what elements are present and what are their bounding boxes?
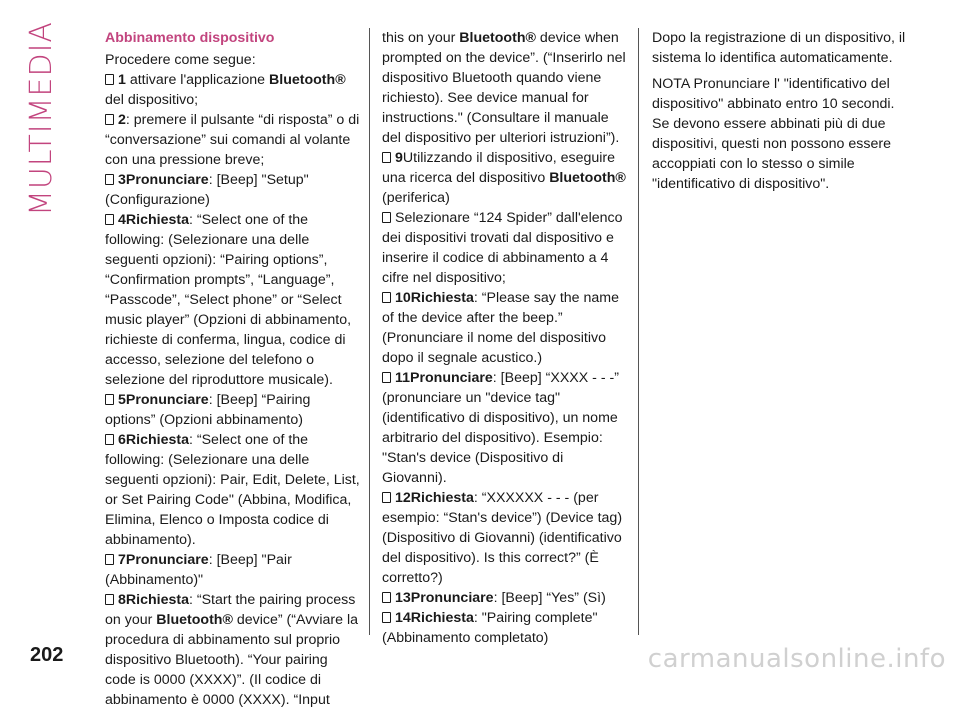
- device-tag-note: NOTA Pronunciare l' "identificativo del dispositivo" abbinato entro 10 secondi. Se devono essere abbinati più di due dispositivi, questi non possono essere accoppiati con lo stesso o simile "identificativo di dispositivo".: [652, 76, 895, 192]
- step-4: 4Richiesta: “Select one of the following: (Selezionare una delle seguenti opzioni): “Pairing options”, “Confirmation prompts”, “Language”, “Passcode”, “Select phone” or “Select music player” (Opzioni di abbinamento, richieste di conferma, lingua, codice di accesso, selezione del telefono o selezione del riproduttore musicale).: [105, 212, 352, 388]
- registration-note: Dopo la registrazione di un dispositivo, il sistema lo identifica automaticamente.: [652, 30, 906, 66]
- step-3: 3Pronunciare: [Beep] "Setup" (Configurazione): [105, 172, 309, 208]
- step-11: 11Pronunciare: [Beep] “XXXX - - -” (pronunciare un "device tag" (identificativo di dispositivo), un nome arbitrario del dispositivo). Esempio: "Stan's device (Dispositivo di Giovanni).: [382, 370, 619, 486]
- checkbox-icon: [382, 292, 391, 303]
- step-9: 9Utilizzando il dispositivo, eseguire una ricerca del dispositivo Bluetooth® (periferica): [382, 150, 626, 206]
- checkbox-icon: [382, 592, 391, 603]
- step-5: 5Pronunciare: [Beep] “Pairing options” (Opzioni abbinamento): [105, 392, 311, 428]
- checkbox-icon: [382, 152, 391, 163]
- section-side-label: MULTIMEDIA: [23, 20, 59, 216]
- checkbox-icon: [105, 434, 114, 445]
- watermark: carmanualsonline.info: [647, 644, 946, 674]
- text-column-2: [382, 28, 627, 648]
- text-column-3: [652, 28, 907, 194]
- section-heading: Abbinamento dispositivo: [105, 30, 275, 46]
- step-6: 6Richiesta: “Select one of the following: (Selezionare una delle seguenti opzioni): Pair, Edit, Delete, List, or Set Pairing Code" (Abbina, Modifica, Elimina, Elenco o Imposta codice di abbinamento).: [105, 432, 360, 548]
- checkbox-icon: [105, 594, 114, 605]
- checkbox-icon: [105, 394, 114, 405]
- text-column-1: [105, 28, 360, 710]
- column-divider-1: [369, 28, 370, 635]
- checkbox-icon: [382, 492, 391, 503]
- checkbox-icon: [382, 612, 391, 623]
- step-1: 1 attivare l'applicazione Bluetooth® del dispositivo;: [105, 72, 346, 108]
- checkbox-icon: [105, 174, 114, 185]
- checkbox-icon: [105, 214, 114, 225]
- step-select-device: Selezionare “124 Spider” dall'elenco dei dispositivi trovati dal dispositivo e inserire il codice di abbinamento a 4 cifre nel dispositivo;: [382, 210, 623, 286]
- step-14: 14Richiesta: "Pairing complete" (Abbinamento completato): [382, 610, 598, 646]
- checkbox-icon: [105, 74, 114, 85]
- step-10: 10Richiesta: “Please say the name of the device after the beep.” (Pronunciare il nome del dispositivo dopo il segnale acustico.): [382, 290, 619, 366]
- step-7: 7Pronunciare: [Beep] "Pair (Abbinamento)": [105, 552, 292, 588]
- step-2: 2: premere il pulsante “di risposta” o di “conversazione” sui comandi al volante con una pressione breve;: [105, 112, 360, 168]
- column-divider-2: [638, 28, 639, 635]
- step-13: 13Pronunciare: [Beep] “Yes” (Sì): [382, 588, 627, 608]
- intro-text: Procedere come segue:: [105, 52, 256, 68]
- checkbox-icon: [382, 372, 391, 383]
- checkbox-icon: [105, 114, 114, 125]
- checkbox-icon: [105, 554, 114, 565]
- checkbox-icon: [382, 212, 391, 223]
- step-8-continued: this on your Bluetooth® device when prompted on the device”. (“Inserirlo nel dispositivo Bluetooth quando viene richiesto). See device manual for instructions." (Consultare il manuale del dispositivo per ulteriori istruzioni”).: [382, 30, 626, 146]
- step-12: 12Richiesta: “XXXXXX - - - (per esempio: “Stan's device”) (Device tag) (Dispositivo di Giovanni) (identificativo del dispositivo). Is this correct?” (È corretto?): [382, 490, 623, 586]
- page-number: 202: [30, 644, 64, 666]
- step-8: 8Richiesta: “Start the pairing process on your Bluetooth® device” (“Avviare la procedura di abbinamento sul proprio dispositivo Bluetooth). “Your pairing code is 0000 (XXXX)”. (Il codice di abbinamento è 0000 (XXXX). “Input: [105, 592, 359, 708]
